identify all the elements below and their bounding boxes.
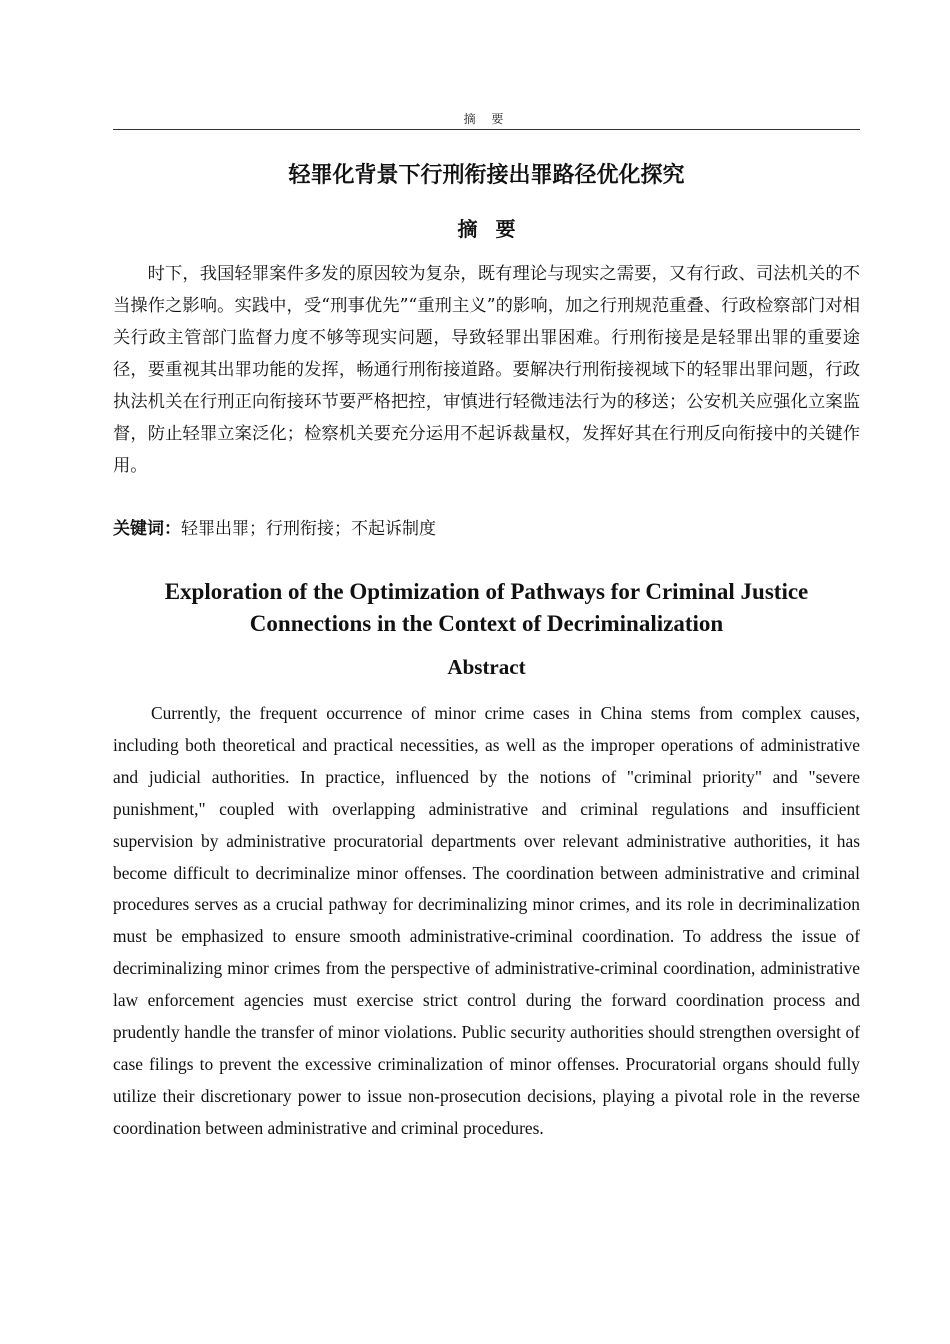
english-abstract-body: Currently, the frequent occurrence of minor crime cases in China stems from complex causes, including both theoretical and practical necessities, as well as the improper operations of administrative and judicial authorities. In practice, influenced by the notions of "criminal priority" and "severe punishment," coupled with overlapping administrative and criminal regulations and insufficient supervision by administrative procuratorial departments over relevant administrative authorities, it has become difficult to decriminalize minor offenses. The coordination between administrative and criminal procedures serves as a crucial pathway for decriminalizing minor crimes, and its role in decriminalization must be emphasized to ensure smooth administrative-criminal coordination. To address the issue of decriminalizing minor crimes from the perspective of administrative-criminal coordination, administrative law enforcement agencies must exercise strict control during the forward coordination process and prudently handle the transfer of minor violations. Public security authorities should strengthen oversight of case filings to prevent the excessive criminalization of minor offenses. Procuratorial organs should fully utilize their discretionary power to issue non-prosecution decisions, playing a pivotal role in the reverse coordination between administrative and criminal procedures. <box>113 703 860 1138</box>
keywords-label: 关键词： <box>113 519 181 539</box>
chinese-title: 轻罪化背景下行刑衔接出罪路径优化探究 <box>288 163 685 188</box>
english-abstract-heading: Abstract <box>447 655 526 679</box>
keywords <box>113 515 860 543</box>
running-header: 摘 要 <box>463 112 510 126</box>
keywords-list: 轻罪出罪；行刑衔接；不起诉制度 <box>181 519 436 539</box>
english-title-line-1: Exploration of the Optimization of Pathways for Criminal Justice <box>164 579 809 604</box>
chinese-abstract-heading: 摘要 <box>457 217 534 241</box>
english-title-line-2: Connections in the Context of Decriminalization <box>249 611 724 636</box>
header-rule <box>113 129 860 130</box>
chinese-abstract-body: 时下，我国轻罪案件多发的原因较为复杂，既有理论与现实之需要，又有行政、司法机关的不当操作之影响。实践中，受“刑事优先”“重刑主义”的影响，加之行刑规范重叠、行政检察部门对相关行政主管部门监督力度不够等现实问题，导致轻罪出罪困难。行刑衔接是是轻罪出罪的重要途径，要重视其出罪功能的发挥，畅通行刑衔接道路。要解决行刑衔接视域下的轻罪出罪问题，行政执法机关在行刑正向衔接环节要严格把控，审慎进行轻微违法行为的移送；公安机关应强化立案监督，防止轻罪立案泛化；检察机关要充分运用不起诉裁量权，发挥好其在行刑反向衔接中的关键作用。 <box>113 264 860 476</box>
english-title <box>113 576 860 640</box>
